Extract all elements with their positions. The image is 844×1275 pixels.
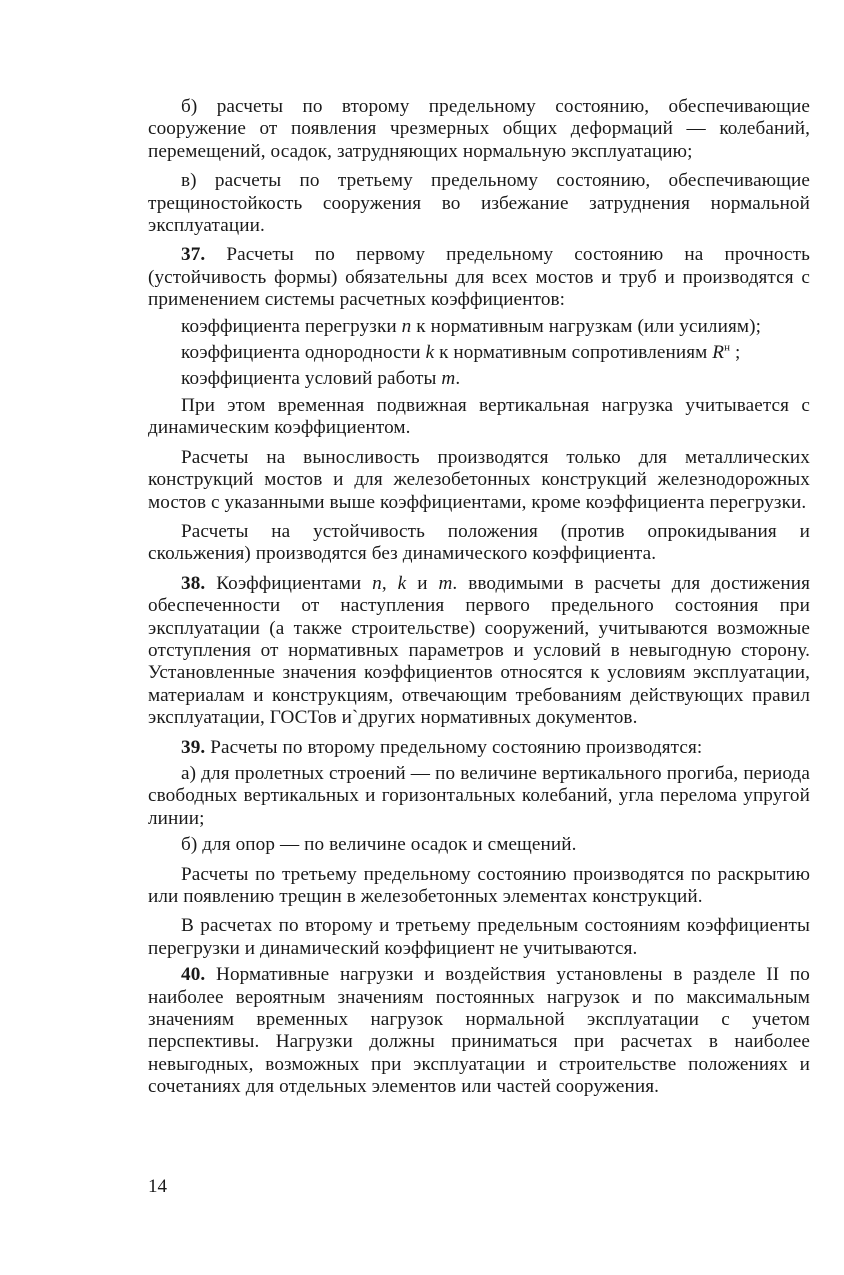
paragraph-second-third: В расчетах по второму и третьему предельным состояниям коэффициенты перегрузки и динамический коэффициент не учитываются. <box>148 915 810 959</box>
paragraph-stability: Расчеты на устойчивость положения (против опрокидывания и скольжения) производятся без динамического коэффициента. <box>148 520 810 565</box>
clause-number: 38. <box>181 572 206 594</box>
punctuation: , <box>381 572 387 594</box>
conjunction: и <box>417 572 428 594</box>
paragraph-text: коэффициента условий работы <box>181 368 437 390</box>
punctuation: ; <box>735 342 741 364</box>
paragraph-dynamic-load: При этом временная подвижная вертикальная нагрузка учитывается с динамическим коэффициентом. <box>148 394 810 439</box>
superscript-n: н <box>724 341 731 354</box>
clause-number: 39. <box>181 736 206 758</box>
paragraph-spans: а) для пролетных строений — по величине вертикального прогиба, периода свободных вертикальных и горизонтальных колебаний, угла перелома упругой линии; <box>148 762 810 829</box>
paragraph-text: Нормативные нагрузки и воздействия установлены в разделе II по наиболее вероятным значениям постоянных нагрузок и по максимальным значениям временных нагрузок нормальной эксплуатации с учетом перспективы. Нагрузки должны приниматься при расчетах в наиболее невыгодных, возможных при эксплуатации и строительстве положениях и сочетаниях для отдельных элементов или частей сооружения. <box>148 964 810 1098</box>
paragraph-homogeneity-coefficient <box>148 342 810 364</box>
paragraph-text: к нормативным сопротивлениям <box>439 342 708 364</box>
paragraph-text: коэффициента перегрузки <box>181 315 397 337</box>
paragraph-text: к нормативным нагрузкам (или усилиям); <box>416 315 762 337</box>
variable-m: m <box>438 572 453 594</box>
paragraph-third-state: Расчеты по третьему предельному состоянию производятся по раскрытию или появлению трещин в железобетонных элементах конструкций. <box>148 863 810 907</box>
clause-number: 37. <box>181 244 206 266</box>
paragraph-text: коэффициента однородности <box>181 342 421 364</box>
paragraph-b: б) расчеты по второму предельному состоянию, обеспечивающие сооружение от появления чрезмерных общих деформаций — колебаний, перемещений, осадок, затрудняющих нормальную эксплуатацию; <box>148 96 810 162</box>
paragraph-40 <box>148 964 810 1098</box>
paragraph-supports: б) для опор — по величине осадок и смещений. <box>181 834 577 856</box>
paragraph-text: Коэффициентами <box>216 572 362 594</box>
variable-n: n <box>372 572 382 594</box>
variable-k: k <box>397 572 407 594</box>
paragraph-endurance: Расчеты на выносливость производятся только для металлических конструкций мостов и для железобетонных конструкций железнодорожных мостов с указанными выше коэффициентами, кроме коэффициента перегрузки. <box>148 446 810 513</box>
paragraph-v: в) расчеты по третьему предельному состоянию, обеспечивающие трещиностойкость сооружения во избежание затруднения нормальной эксплуатации. <box>148 170 810 237</box>
variable-n: n <box>401 315 412 337</box>
clause-number: 40. <box>181 964 206 986</box>
variable-m: m <box>441 368 456 390</box>
paragraph-text: Расчеты по второму предельному состоянию производятся: <box>210 736 703 758</box>
punctuation: . <box>455 368 461 390</box>
page-number: 14 <box>148 1176 167 1197</box>
paragraph-overload-coefficient <box>148 316 810 338</box>
paragraph-38 <box>148 573 810 730</box>
paragraph-text: Расчеты по первому предельному состоянию на прочность (устойчивость формы) обязательны для всех мостов и труб и производятся с применением системы расчетных коэффициентов: <box>148 244 810 311</box>
paragraph-work-conditions-coefficient <box>148 368 810 390</box>
document-page <box>148 96 810 1106</box>
variable-r: R <box>712 342 725 364</box>
paragraph-39 <box>148 737 810 759</box>
paragraph-text: . вводимыми в расчеты для достижения обеспеченности от наступления первого предельного состояния при эксплуатации (а также строительстве) сооружений, учитываются возможные отступления от нормативных параметров и условий в невыгодную сторону. Установленные значения коэффициентов относятся к условиям эксплуатации, материалам и конструкциям, отвечающим требованиям действующих правил эксплуатации, ГОСТов и`других нормативных документов. <box>148 572 811 729</box>
paragraph-37 <box>148 244 810 311</box>
variable-k: k <box>425 342 435 364</box>
